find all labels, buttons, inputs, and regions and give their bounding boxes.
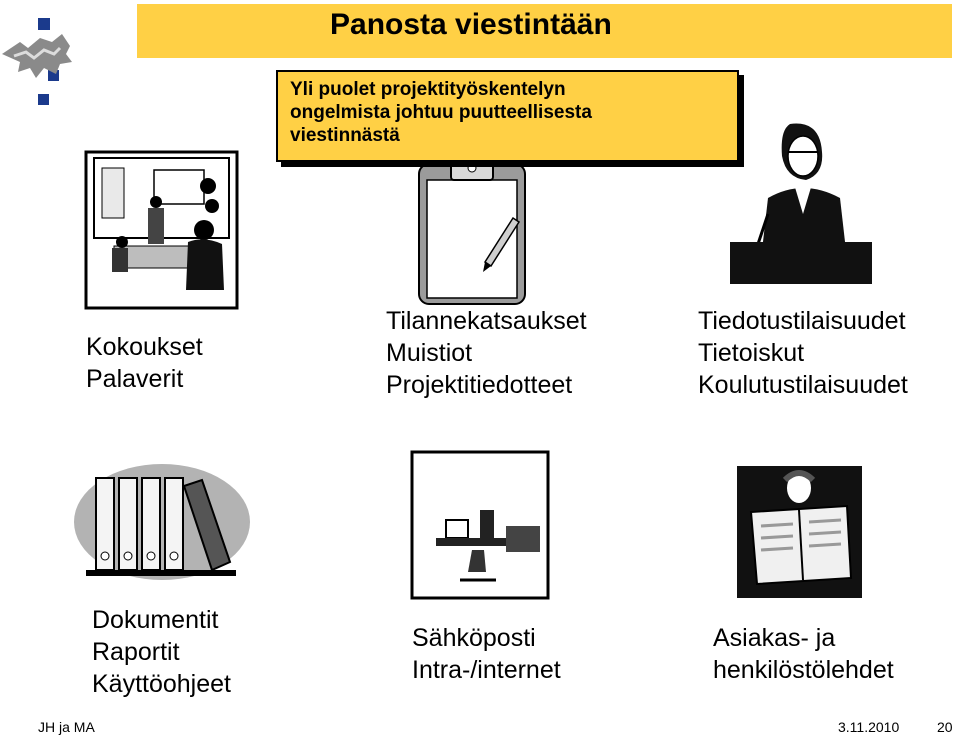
caption-line: Tilannekatsaukset	[386, 307, 587, 335]
caption-line: Kokoukset	[86, 333, 203, 361]
speaker-podium-icon	[728, 118, 873, 288]
slide-title: Panosta viestintään	[330, 8, 612, 41]
caption-events	[698, 305, 908, 401]
binders-icon	[72, 462, 252, 584]
caption-line: Asiakas- ja	[713, 624, 836, 652]
caption-line: Käyttöohjeet	[92, 670, 231, 698]
caption-reports	[386, 305, 587, 401]
caption-line: Dokumentit	[92, 606, 219, 634]
clipboard-icon	[413, 158, 531, 308]
callout-box	[276, 70, 739, 162]
caption-email	[412, 622, 561, 686]
footer-author: JH ja MA	[38, 719, 95, 735]
newspaper-reader-icon	[737, 466, 862, 598]
caption-documents	[92, 604, 231, 700]
footer-page-number: 20	[937, 719, 953, 735]
caption-line: Tietoiskut	[698, 339, 805, 367]
callout-line: ongelmista johtuu puutteellisesta	[290, 102, 592, 123]
caption-line: Sähköposti	[412, 624, 536, 652]
footer-date: 3.11.2010	[838, 719, 900, 735]
university-logo-icon	[0, 12, 95, 107]
caption-magazines	[713, 622, 894, 686]
caption-meetings	[86, 331, 203, 395]
caption-line: Raportit	[92, 638, 180, 666]
callout-line: viestinnästä	[290, 125, 400, 146]
caption-line: Projektitiedotteet	[386, 371, 573, 399]
caption-line: Tiedotustilaisuudet	[698, 307, 906, 335]
computer-desk-icon	[410, 450, 550, 600]
caption-line: henkilöstölehdet	[713, 656, 894, 684]
callout-line: Yli puolet projektityöskentelyn	[290, 79, 566, 100]
caption-line: Koulutustilaisuudet	[698, 371, 908, 399]
caption-line: Muistiot	[386, 339, 473, 367]
caption-line: Palaverit	[86, 365, 184, 393]
caption-line: Intra-/internet	[412, 656, 561, 684]
meeting-clipart-icon	[84, 150, 239, 310]
